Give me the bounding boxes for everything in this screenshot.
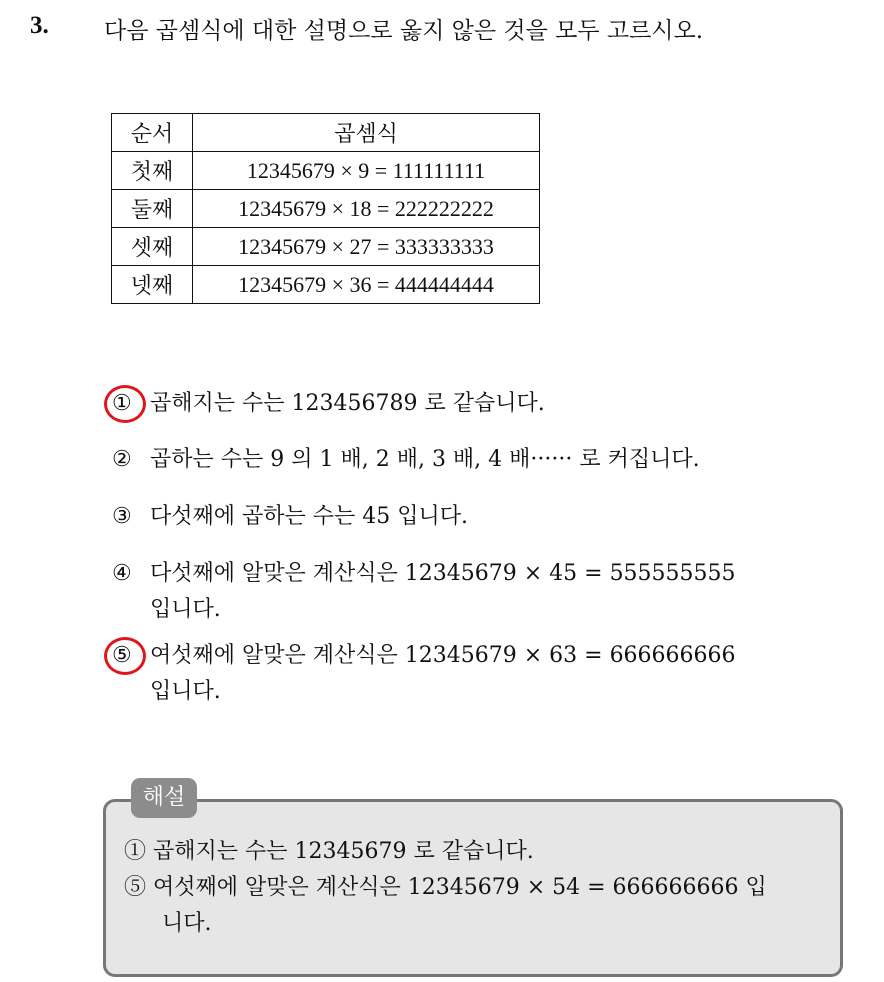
solution-line-2: ⑤ 여섯째에 알맞은 계산식은 12345679 × 54 = 666666666 입 (124, 875, 767, 900)
option-4[interactable] (112, 556, 736, 628)
table-row (112, 266, 540, 304)
option-number: ⑤ (112, 643, 132, 668)
solution-label: 해설 (131, 778, 197, 818)
option-text: 곱해지는 수는 123456789 로 같습니다. (150, 391, 545, 416)
row-order: 둘째 (112, 190, 193, 228)
table-header-row (112, 114, 540, 152)
question-number: 3. (30, 12, 49, 39)
row-expression: 12345679 × 36 = 444444444 (193, 266, 540, 304)
table-row (112, 228, 540, 266)
row-order: 첫째 (112, 152, 193, 190)
table-row (112, 152, 540, 190)
answer-mark-circle (104, 637, 146, 675)
row-expression: 12345679 × 18 = 222222222 (193, 190, 540, 228)
header-order: 순서 (112, 114, 193, 152)
option-number: ③ (112, 504, 132, 529)
option-1[interactable] (112, 386, 545, 422)
header-expression: 곱셈식 (193, 114, 540, 152)
solution-line-1: ① 곱해지는 수는 12345679 로 같습니다. (124, 839, 534, 864)
row-order: 셋째 (112, 228, 193, 266)
option-number: ② (112, 447, 132, 472)
option-number: ① (112, 391, 132, 416)
row-expression: 12345679 × 9 = 111111111 (193, 152, 540, 190)
option-text-continued: 입니다. (150, 679, 221, 704)
option-2[interactable] (112, 442, 700, 478)
option-text: 곱하는 수는 9 의 1 배, 2 배, 3 배, 4 배······ 로 커집니다. (150, 447, 700, 472)
option-5[interactable] (112, 638, 736, 710)
option-text-continued: 입니다. (150, 597, 221, 622)
option-text: 여섯째에 알맞은 계산식은 12345679 × 63 = 666666666 (150, 643, 736, 668)
multiplication-table (111, 113, 540, 304)
answer-mark-circle (104, 385, 146, 423)
table-row (112, 190, 540, 228)
option-number: ④ (112, 561, 132, 586)
solution-line-3: 니다. (162, 911, 212, 936)
option-3[interactable] (112, 499, 468, 535)
option-text: 다섯째에 알맞은 계산식은 12345679 × 45 = 555555555 (150, 561, 736, 586)
option-text: 다섯째에 곱하는 수는 45 입니다. (150, 504, 468, 529)
question-text: 다음 곱셈식에 대한 설명으로 옳지 않은 것을 모두 고르시오. (104, 18, 704, 44)
row-order: 넷째 (112, 266, 193, 304)
row-expression: 12345679 × 27 = 333333333 (193, 228, 540, 266)
